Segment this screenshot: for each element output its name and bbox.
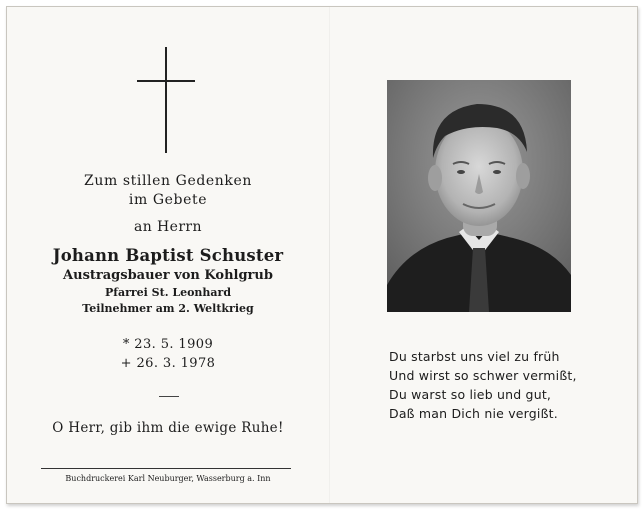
poem-line: Und wirst so schwer vermißt, [389,368,577,383]
footer-rule [41,468,291,469]
divider-dash [159,396,179,397]
birth-date: * 23. 5. 1909 [122,337,214,352]
death-date: + 26. 3. 1978 [120,356,216,371]
memorial-poem [389,347,629,423]
intro-line-1: Zum stillen Gedenken [84,173,252,189]
prayer: O Herr, gib ihm die ewige Ruhe! [52,420,284,436]
portrait-photo [387,80,571,312]
salutation: an Herrn [134,219,202,235]
printer-credit: Buchdruckerei Karl Neuburger, Wasserburg a. Inn [65,474,271,483]
card-fold [329,7,330,503]
memorial-card [6,6,638,504]
portrait-image [387,80,571,312]
poem-line: Du warst so lieb und gut, [389,387,552,402]
poem-line: Daß man Dich nie vergißt. [389,406,558,421]
war-service: Teilnehmer am 2. Weltkrieg [82,302,254,315]
intro-line-2: im Gebete [128,192,208,208]
deceased-name: Johann Baptist Schuster [52,246,284,265]
poem-line: Du starbst uns viel zu früh [389,349,560,364]
cross-icon [137,47,197,153]
parish: Pfarrei St. Leonhard [104,286,232,299]
occupation: Austragsbauer von Kohlgrub [63,268,273,283]
